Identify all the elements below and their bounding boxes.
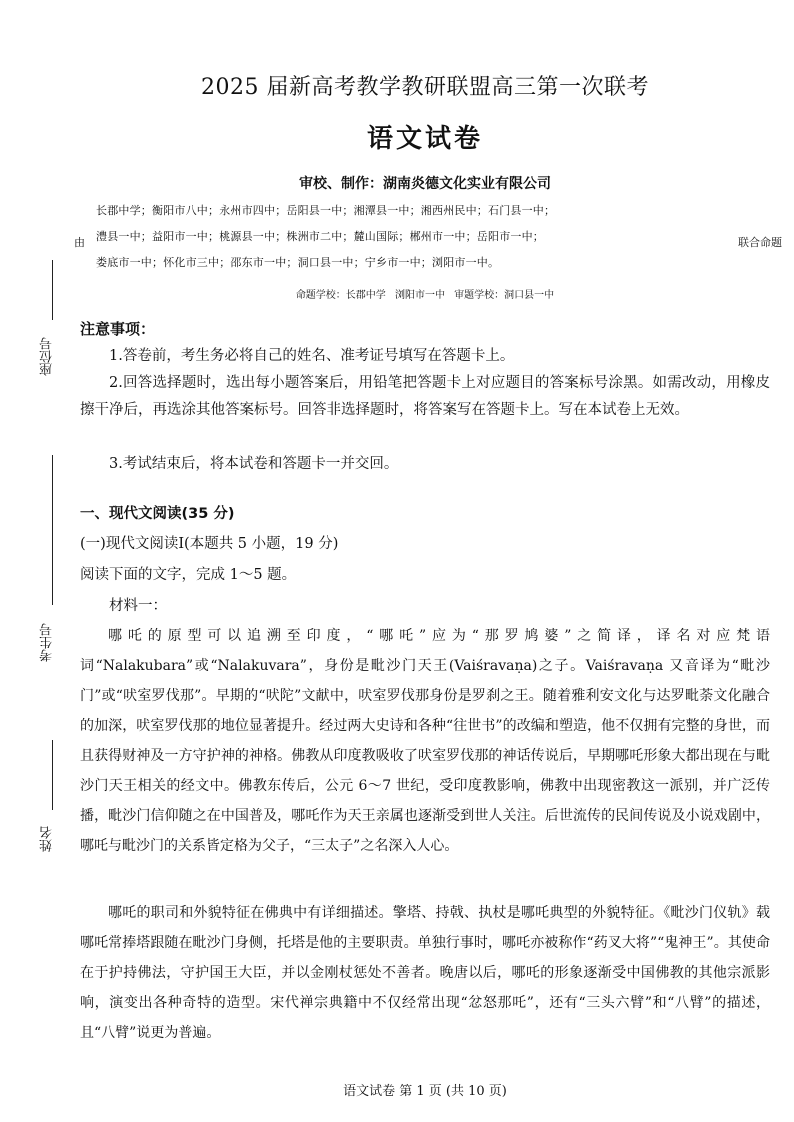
exam-page <box>74 0 782 1122</box>
exam-title: 2025 届新高考教学教研联盟高三第一次联考 <box>201 75 649 100</box>
reading-instruction: 阅读下面的文字，完成 1～5 题。 <box>80 567 297 583</box>
subject-title: 语文试卷 <box>366 124 483 154</box>
notice-item-1: 1.答卷前，考生务必将自己的姓名、准考证号填写在答题卡上。 <box>109 348 515 364</box>
article-paragraph: 哪吒的原型可以追溯至印度，“哪吒”应为“那罗鸠婆”之简译，译名对应梵语词“Nalakubara”或“Nalakuvara”，身份是毗沙门天王(Vaiśravaṇa)之子。Vaiśravaṇa 又音译为“毗沙门”或“吠室罗伐那”。早期的“吠陀”文献中，吠室罗伐那身份是罗刹之王。随着雅利安文化与达罗毗荼文化融合的加深，吠室罗伐那的地位显著提升。经过两大史诗和各种“往世书”的改编和塑造，他不仅拥有完整的身世，而且获得财神及一方守护神的神格。佛教从印度教吸收了吠室罗伐那的神话传说后，早期哪吒形象大都出现在与毗沙门天王相关的经文中。佛教东传后，公元 6～7 世纪，受印度教影响，佛教中出现密教这一派别，并广泛传播，毗沙门信仰随之在中国普及，哪吒作为天王亲属也逐渐受到世人关注。后世流传的民间传说及小说戏剧中，哪吒与毗沙门的关系皆定格为父子，“三太子”之名深入人心。 <box>80 628 770 854</box>
page-footer: 语文试卷 第 1 页 (共 10 页) <box>343 1084 507 1099</box>
exam-number-label: 考生号 <box>40 623 55 662</box>
article-paragraph: 哪吒的职司和外貌特征在佛典中有详细描述。擎塔、持戟、执杖是哪吒典型的外貌特征。《毗沙门仪轨》载哪吒常捧塔跟随在毗沙门身侧，托塔是他的主要职责。单独行事时，哪吒亦被称作“药叉大将”“鬼神王”。其使命在于护持佛法，守护国王大臣，并以金刚杖惩处不善者。晚唐以后，哪吒的形象逐渐受中国佛教的其他宗派影响，演变出各种奇特的造型。宋代禅宗典籍中不仅经常出现“忿怒那吒”，还有“三头六臂”和“八臂”的描述，且“八臂”说更为普遍。 <box>80 905 770 1041</box>
seat-number-label: 座位号 <box>40 337 55 376</box>
name-label: 姓名 <box>40 826 55 852</box>
schools-line-1: 长郡中学；衡阳市八中；永州市四中；岳阳县一中；湘潭县一中；湘西州民中；石门县一中； <box>96 204 556 217</box>
binding-line <box>52 260 53 320</box>
subsection-heading: (一)现代文阅读Ⅰ(本题共 5 小题，19 分) <box>80 536 339 552</box>
binding-line <box>52 455 53 605</box>
proposition-schools: 命题学校：长郡中学 浏阳市一中 审题学校：洞口县一中 <box>295 290 555 301</box>
material-label: 材料一： <box>109 598 167 614</box>
notice-item-3: 3.考试结束后，将本试卷和答题卡一并交回。 <box>109 456 399 472</box>
notice-item-2: 2.回答选择题时，选出每小题答案后，用铅笔把答题卡上对应题目的答案标号涂黑。如需改动，用橡皮擦干净后，再选涂其他答案标号。回答非选择题时，将答案写在答题卡上。写在本试卷上无效。 <box>80 375 770 418</box>
schools-prefix: 由 <box>74 236 85 249</box>
producer-line: 审校、制作：湖南炎德文化实业有限公司 <box>299 176 551 192</box>
section-heading: 一、现代文阅读(35 分) <box>80 506 235 522</box>
schools-line-2: 澧县一中；益阳市一中；桃源县一中；株洲市二中；麓山国际；郴州市一中；岳阳市一中； <box>96 230 544 243</box>
schools-suffix: 联合命题 <box>738 236 782 249</box>
schools-line-3: 娄底市一中；怀化市三中；邵东市一中；洞口县一中；宁乡市一中；浏阳市一中。 <box>96 256 500 269</box>
binding-margin <box>28 0 68 1122</box>
notice-heading: 注意事项： <box>80 320 156 338</box>
binding-line <box>52 740 53 810</box>
